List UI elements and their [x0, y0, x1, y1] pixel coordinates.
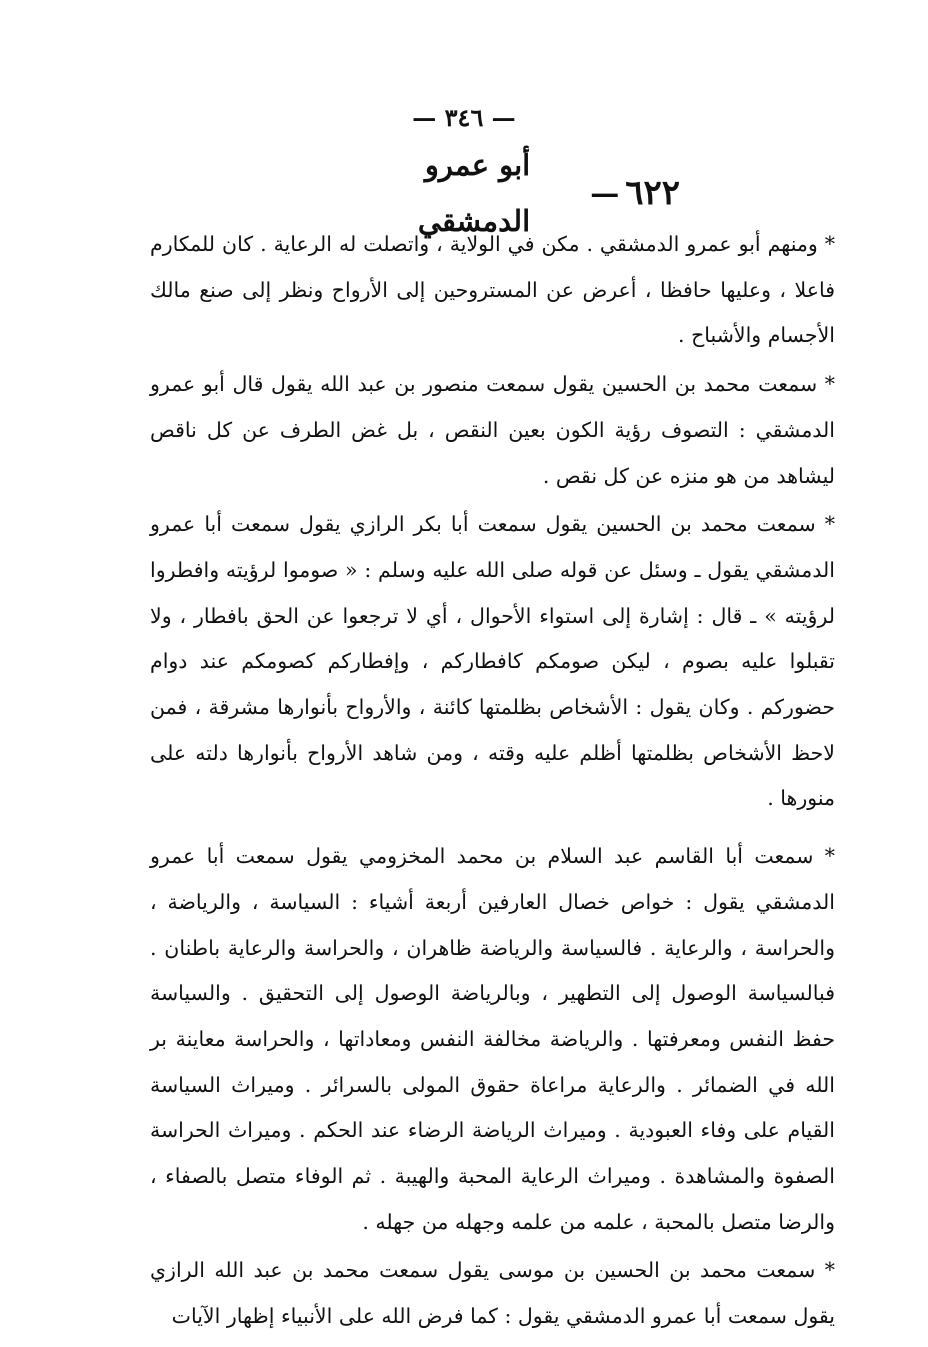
body-text [150, 222, 835, 1340]
entry-dash: — [590, 176, 620, 210]
entry-number: ٦٢٢ [625, 173, 680, 213]
paragraph-1: * ومنهم أبو عمرو الدمشقي . مكن في الولاية ، واتصلت له الرعاية . كان للمكارم فاعلا ، وعليها حافظا ، أعرض عن المستروحين إلى الأرواح ونظر إلى صنع مالك الأجسام والأشباح . [150, 232, 835, 348]
paragraph-4: * سمعت أبا القاسم عبد السلام بن محمد المخزومي يقول سمعت أبا عمرو الدمشقي يقول : خواص خصال العارفين أربعة أشياء : السياسة ، والرياضة ، والحراسة ، والرعاية . فالسياسة والرياضة ظاهران ، والحراسة والرعاية باطنان . فبالسياسة الوصول إلى التطهير ، وبالرياضة الوصول إلى التحقيق . والسياسة حفظ النفس ومعرفتها . والرياضة مخالفة النفس ومعاداتها ، والحراسة معاينة بر الله في الضمائر . والرعاية مراعاة حقوق المولى بالسرائر . وميراث السياسة القيام على وفاء العبودية . وميراث الرياضة الرضاء عند الحكم . وميراث الحراسة الصفوة والمشاهدة . وميراث الرعاية المحبة والهيبة . ثم الوفاء متصل بالصفاء ، والرضا متصل بالمحبة ، علمه من علمه وجهله من جهله . [150, 844, 835, 1234]
paragraph-3: * سمعت محمد بن الحسين يقول سمعت أبا بكر الرازي يقول سمعت أبا عمرو الدمشقي يقول ـ وسئل عن قوله صلى الله عليه وسلم : « صوموا لرؤيته وافطروا لرؤيته » ـ قال : إشارة إلى استواء الأحوال ، أي لا ترجعوا عن الحق بافطار ، ولا تقبلوا عليه بصوم ، ليكن صومكم كافطاركم ، وإفطاركم كصومكم عند دوام حضوركم . وكان يقول : الأشخاص بظلمتها كائنة ، والأرواح بأنوارها مشرقة ، فمن لاحظ الأشخاص بظلمتها أظلم عليه وقته ، ومن شاهد الأرواح بأنوارها دلته على منورها . [150, 512, 835, 811]
page-number: — ٣٤٦ — [412, 103, 516, 132]
entry-name: أبو عمرو الدمشقي [417, 148, 531, 238]
paragraph-2: * سمعت محمد بن الحسين يقول سمعت منصور بن عبد الله يقول قال أبو عمرو الدمشقي : التصوف رؤية الكون بعين النقص ، بل غض الطرف عن كل ناقص ليشاهد من هو منزه عن كل نقص . [150, 372, 835, 488]
paragraph-5: * سمعت محمد بن الحسين بن موسى يقول سمعت محمد بن عبد الله الرازي يقول سمعت أبا عمرو الدمشقي يقول : كما فرض الله على الأنبياء إظهار الآيات [150, 1258, 835, 1329]
entry-heading [330, 148, 680, 238]
